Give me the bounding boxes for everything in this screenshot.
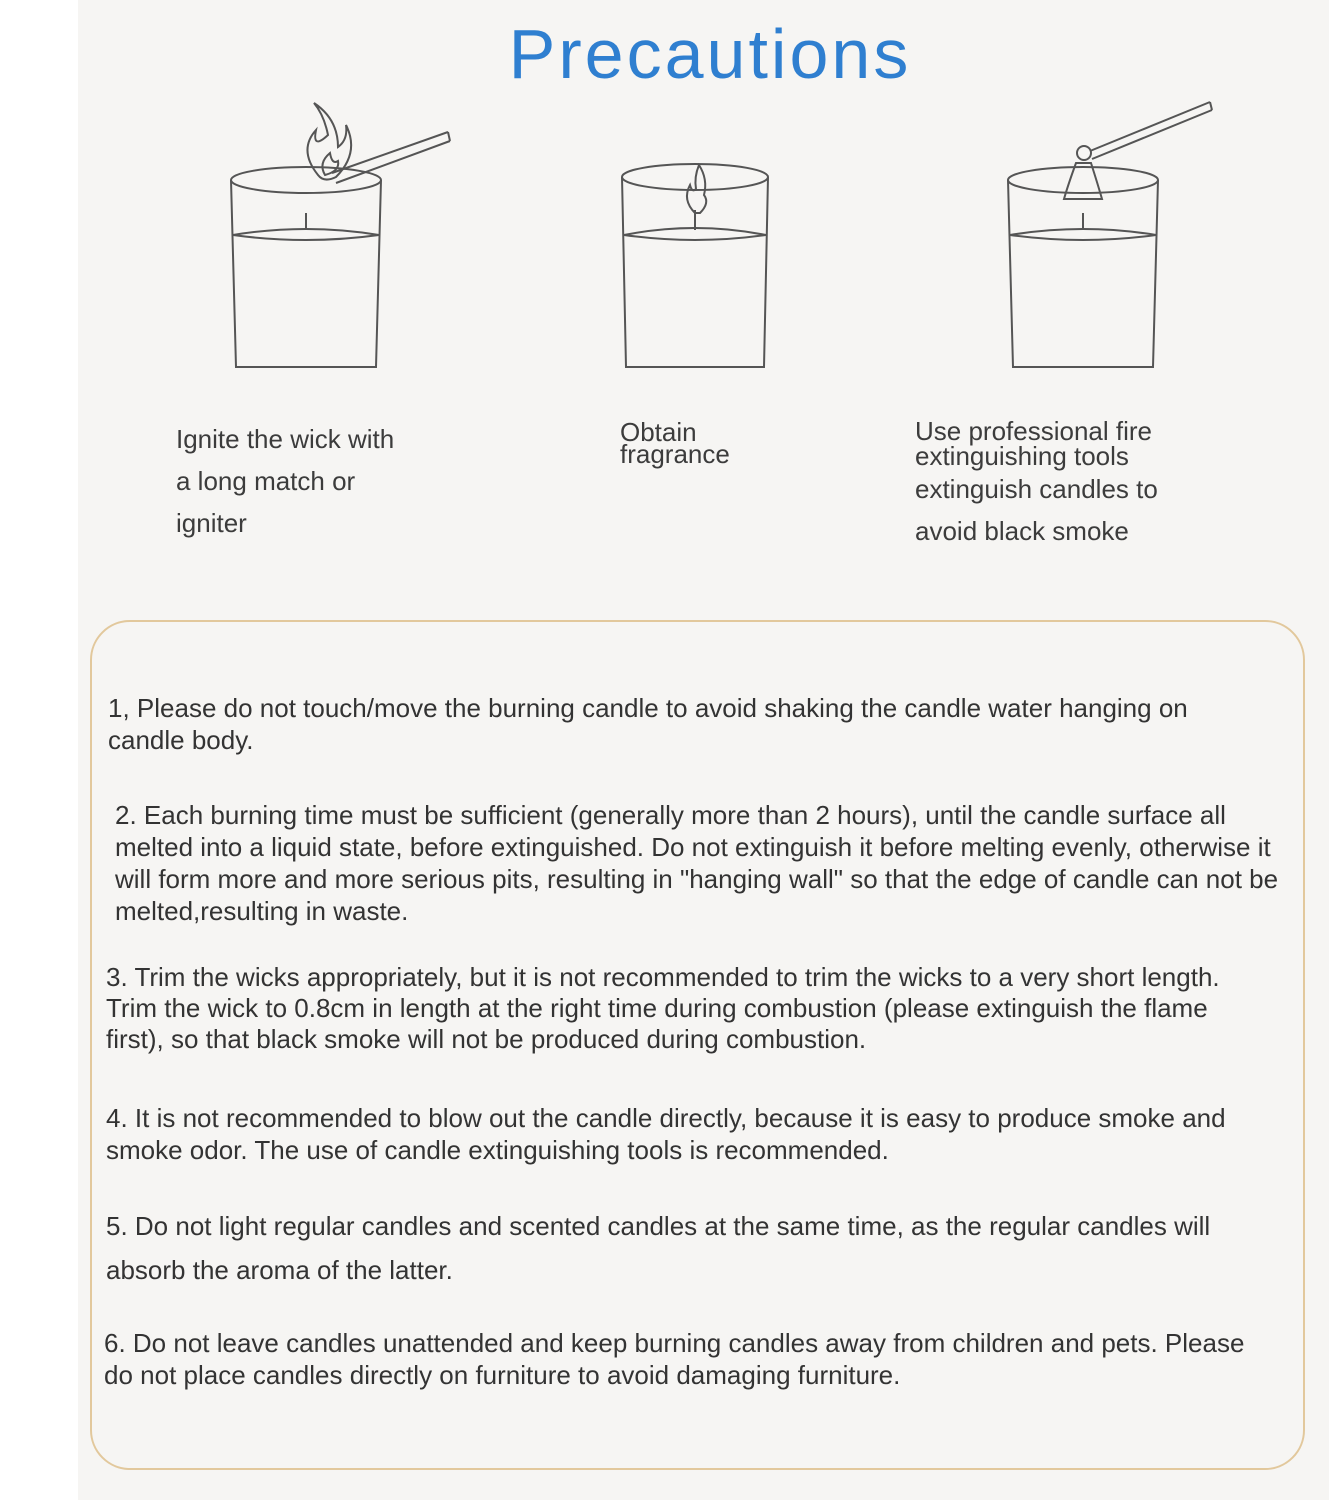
snuffer-candle-icon: [998, 95, 1223, 380]
caption-line: igniter: [176, 508, 247, 538]
note-1: 1, Please do not touch/move the burning candle to avoid shaking the candle water hanging on candle body.: [108, 693, 1188, 755]
note-3: 3. Trim the wicks appropriately, but it is not recommended to trim the wicks to a very short length. Trim the wick to 0.8cm in length at the right time during combustion (please extinguish the flame first), so that black smoke will not be produced during combustion.: [106, 962, 1220, 1054]
step-caption-ignite: [176, 418, 394, 544]
caption-line: extinguishing tools: [915, 441, 1129, 471]
caption-line: Obtain: [620, 417, 697, 447]
note-5: 5. Do not light regular candles and scented candles at the same time, as the regular candles will absorb the aroma of the latter.: [106, 1211, 1211, 1285]
note-4: 4. It is not recommended to blow out the candle directly, because it is easy to produce smoke and smoke odor. The use of candle extinguishing tools is recommended.: [106, 1103, 1226, 1165]
page-title: Precautions: [508, 15, 912, 93]
match-lighting-candle-icon: [220, 95, 460, 380]
burning-candle-icon: [612, 155, 782, 375]
caption-line: extinguish candles to: [915, 474, 1158, 504]
caption-line: avoid black smoke: [915, 516, 1129, 546]
step-caption-extinguish: [915, 418, 1158, 552]
note-6: 6. Do not leave candles unattended and keep burning candles away from children and pets. Please do not place candles directly on furniture to avoid damaging furniture.: [104, 1328, 1245, 1390]
caption-line: a long match or: [176, 466, 356, 496]
note-2: 2. Each burning time must be sufficient (generally more than 2 hours), until the candle surface all melted into a liquid state, before extinguished. Do not extinguish it before melting evenly, otherwise it will form more and more serious pits, resulting in "hanging wall" so that the edge of candle can not be melted,resulting in waste.: [115, 800, 1279, 926]
caption-line: Ignite the wick with: [176, 424, 395, 454]
step-caption-fragrance: [620, 417, 730, 469]
caption-line: fragrance: [620, 439, 730, 469]
caption-line: Use professional fire: [915, 416, 1152, 446]
